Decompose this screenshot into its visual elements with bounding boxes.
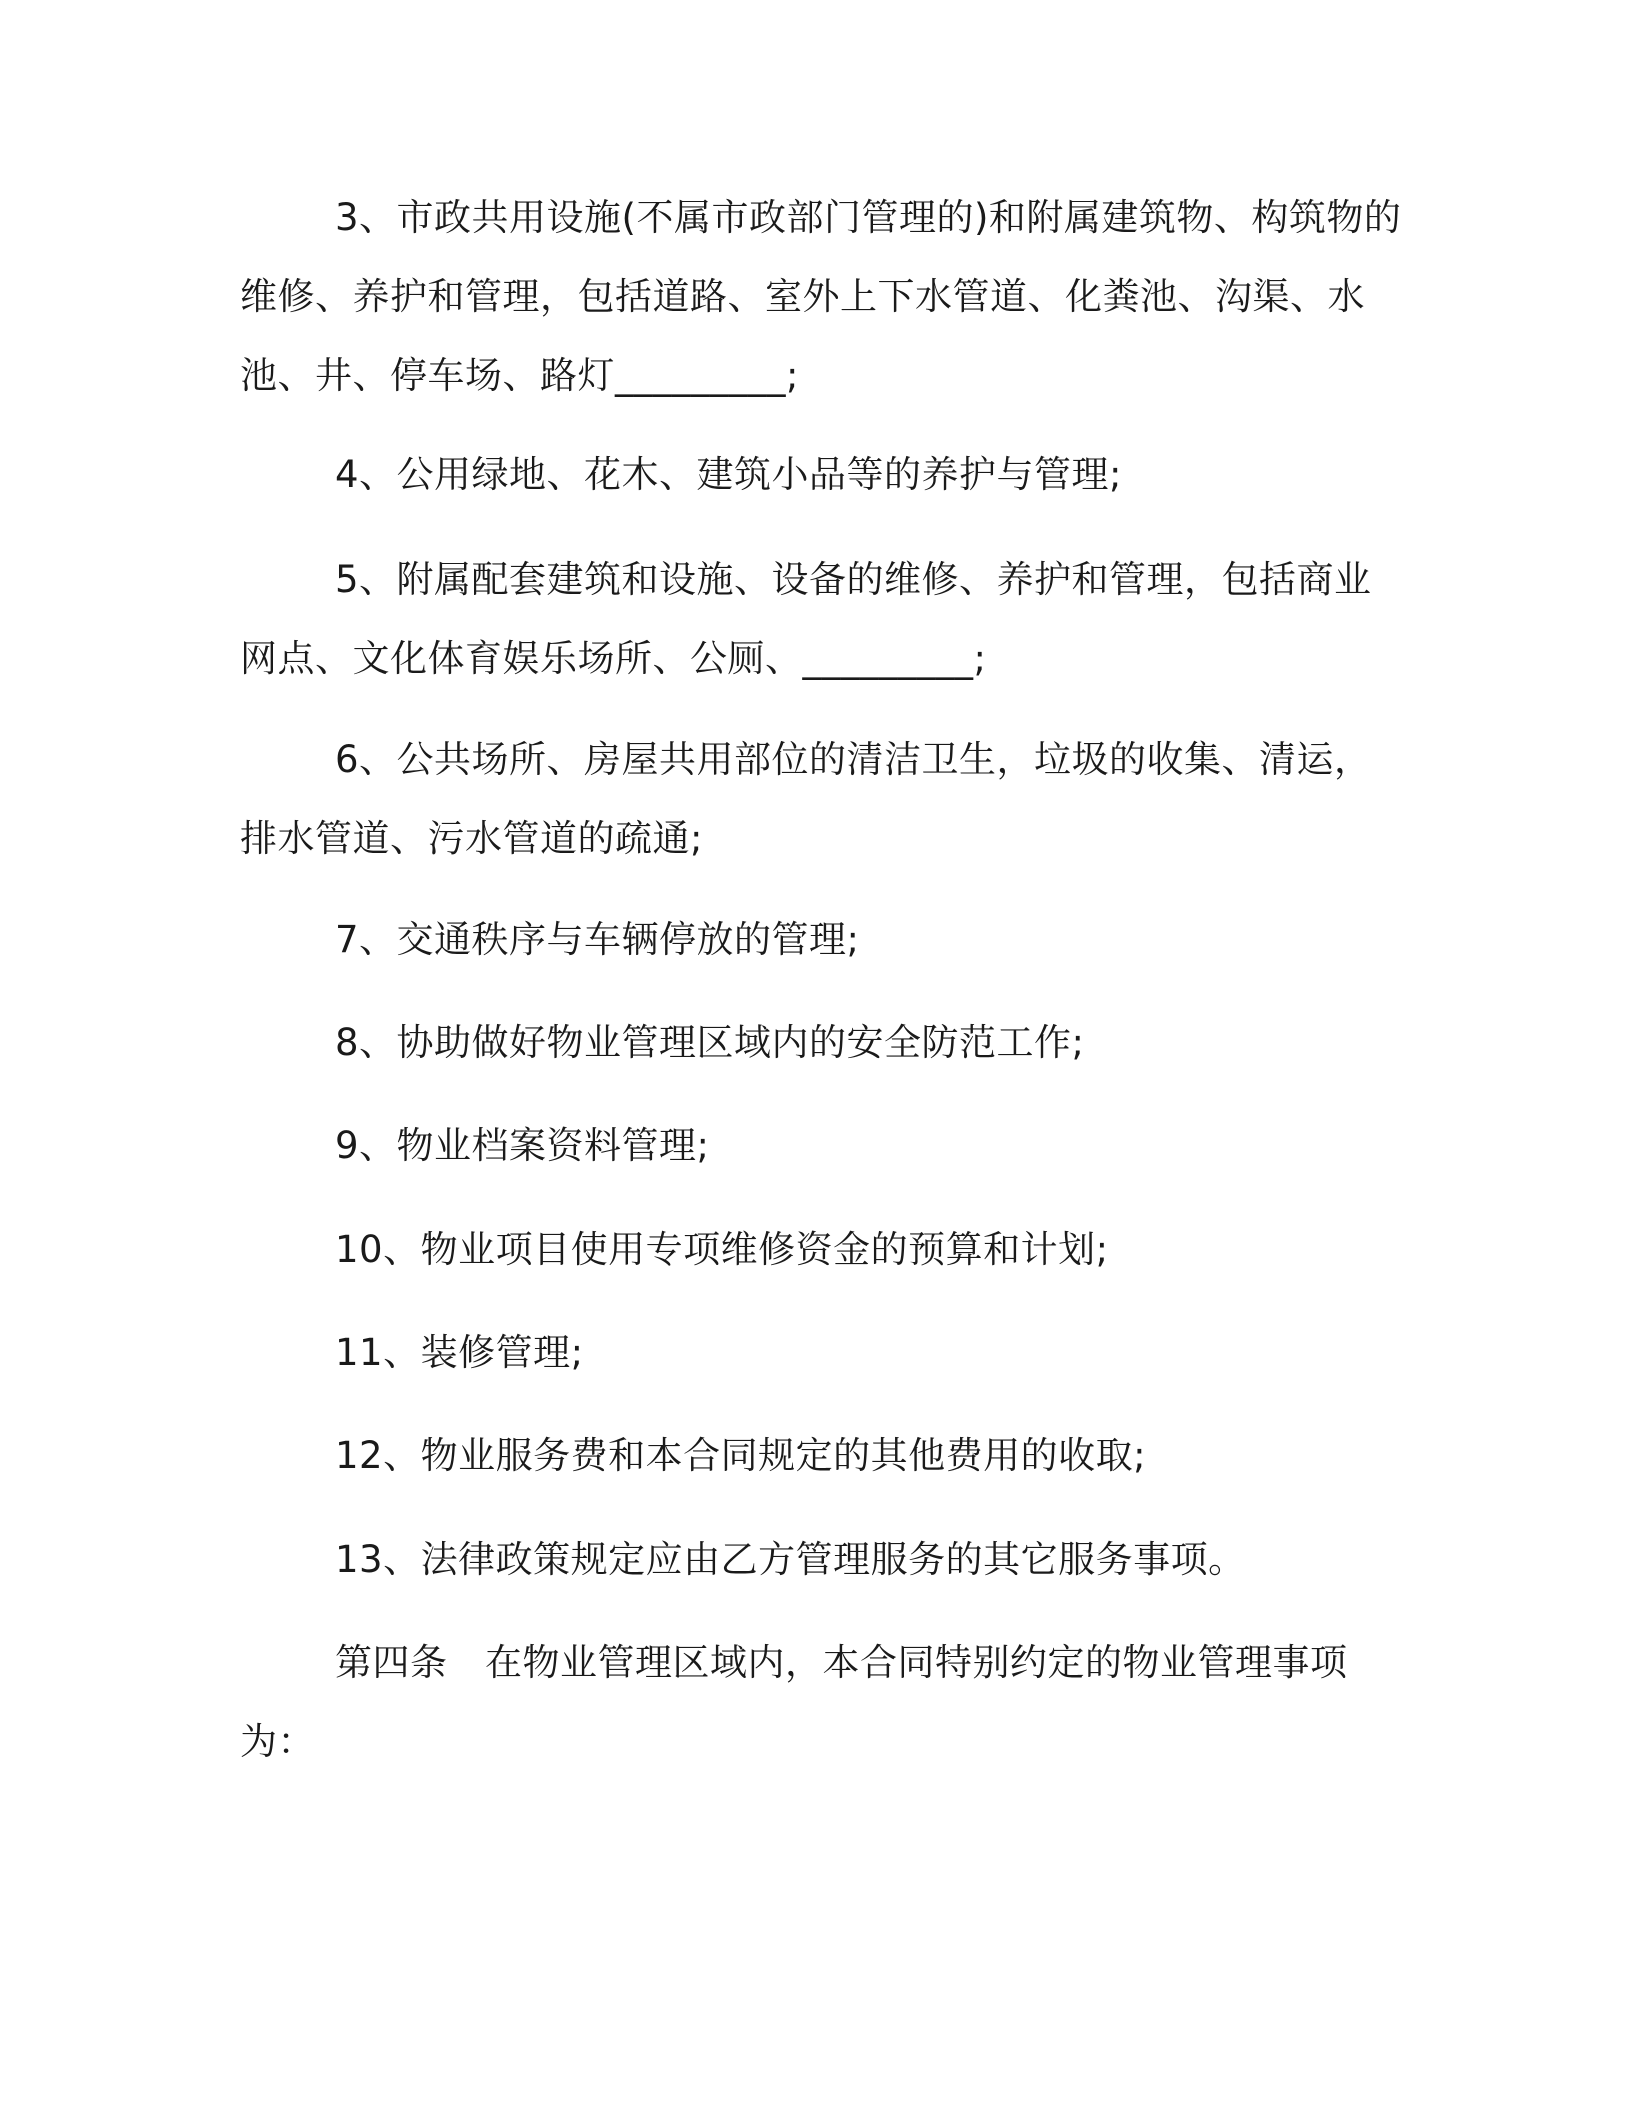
paragraph-item-9 xyxy=(240,1106,1390,1185)
paragraph-line: 6、公共场所、房屋共用部位的清洁卫生，垃圾的收集、清运， xyxy=(335,738,1372,781)
paragraph-item-12 xyxy=(240,1416,1390,1495)
paragraph-line: 5、附属配套建筑和设施、设备的维修、养护和管理，包括商业 xyxy=(335,558,1372,601)
paragraph-item-5 xyxy=(240,540,1390,698)
paragraph-line: 池、井、停车场、路灯_________; xyxy=(240,354,799,397)
paragraph-item-13 xyxy=(240,1520,1390,1599)
paragraph-line: 8、协助做好物业管理区域内的安全防范工作; xyxy=(335,1021,1085,1064)
paragraph-item-7 xyxy=(240,900,1390,979)
paragraph-item-3 xyxy=(240,178,1402,415)
paragraph-line: 10、物业项目使用专项维修资金的预算和计划; xyxy=(335,1228,1109,1271)
paragraph-item-10 xyxy=(240,1210,1390,1289)
paragraph-line: 11、装修管理; xyxy=(335,1331,584,1374)
paragraph-line: 9、物业档案资料管理; xyxy=(335,1124,710,1167)
paragraph-line: 第四条 在物业管理区域内，本合同特别约定的物业管理事项 xyxy=(335,1641,1348,1684)
paragraph-item-4 xyxy=(240,435,1390,514)
paragraph-line: 为： xyxy=(240,1720,315,1763)
paragraph-line: 网点、文化体育娱乐场所、公厕、_________; xyxy=(240,637,987,680)
paragraph-item-11 xyxy=(240,1313,1390,1392)
paragraph-line: 13、法律政策规定应由乙方管理服务的其它服务事项。 xyxy=(335,1538,1246,1581)
paragraph-line: 维修、养护和管理，包括道路、室外上下水管道、化粪池、沟渠、水 xyxy=(240,275,1365,318)
paragraph-article-4 xyxy=(240,1623,1390,1781)
paragraph-item-6 xyxy=(240,720,1390,878)
paragraph-item-8 xyxy=(240,1003,1390,1082)
paragraph-line: 7、交通秩序与车辆停放的管理; xyxy=(335,918,860,961)
paragraph-line: 排水管道、污水管道的疏通; xyxy=(240,817,703,860)
paragraph-line: 12、物业服务费和本合同规定的其他费用的收取; xyxy=(335,1434,1147,1477)
paragraph-line: 4、公用绿地、花木、建筑小品等的养护与管理; xyxy=(335,453,1123,496)
paragraph-line: 3、市政共用设施(不属市政部门管理的)和附属建筑物、构筑物的 xyxy=(335,196,1402,239)
